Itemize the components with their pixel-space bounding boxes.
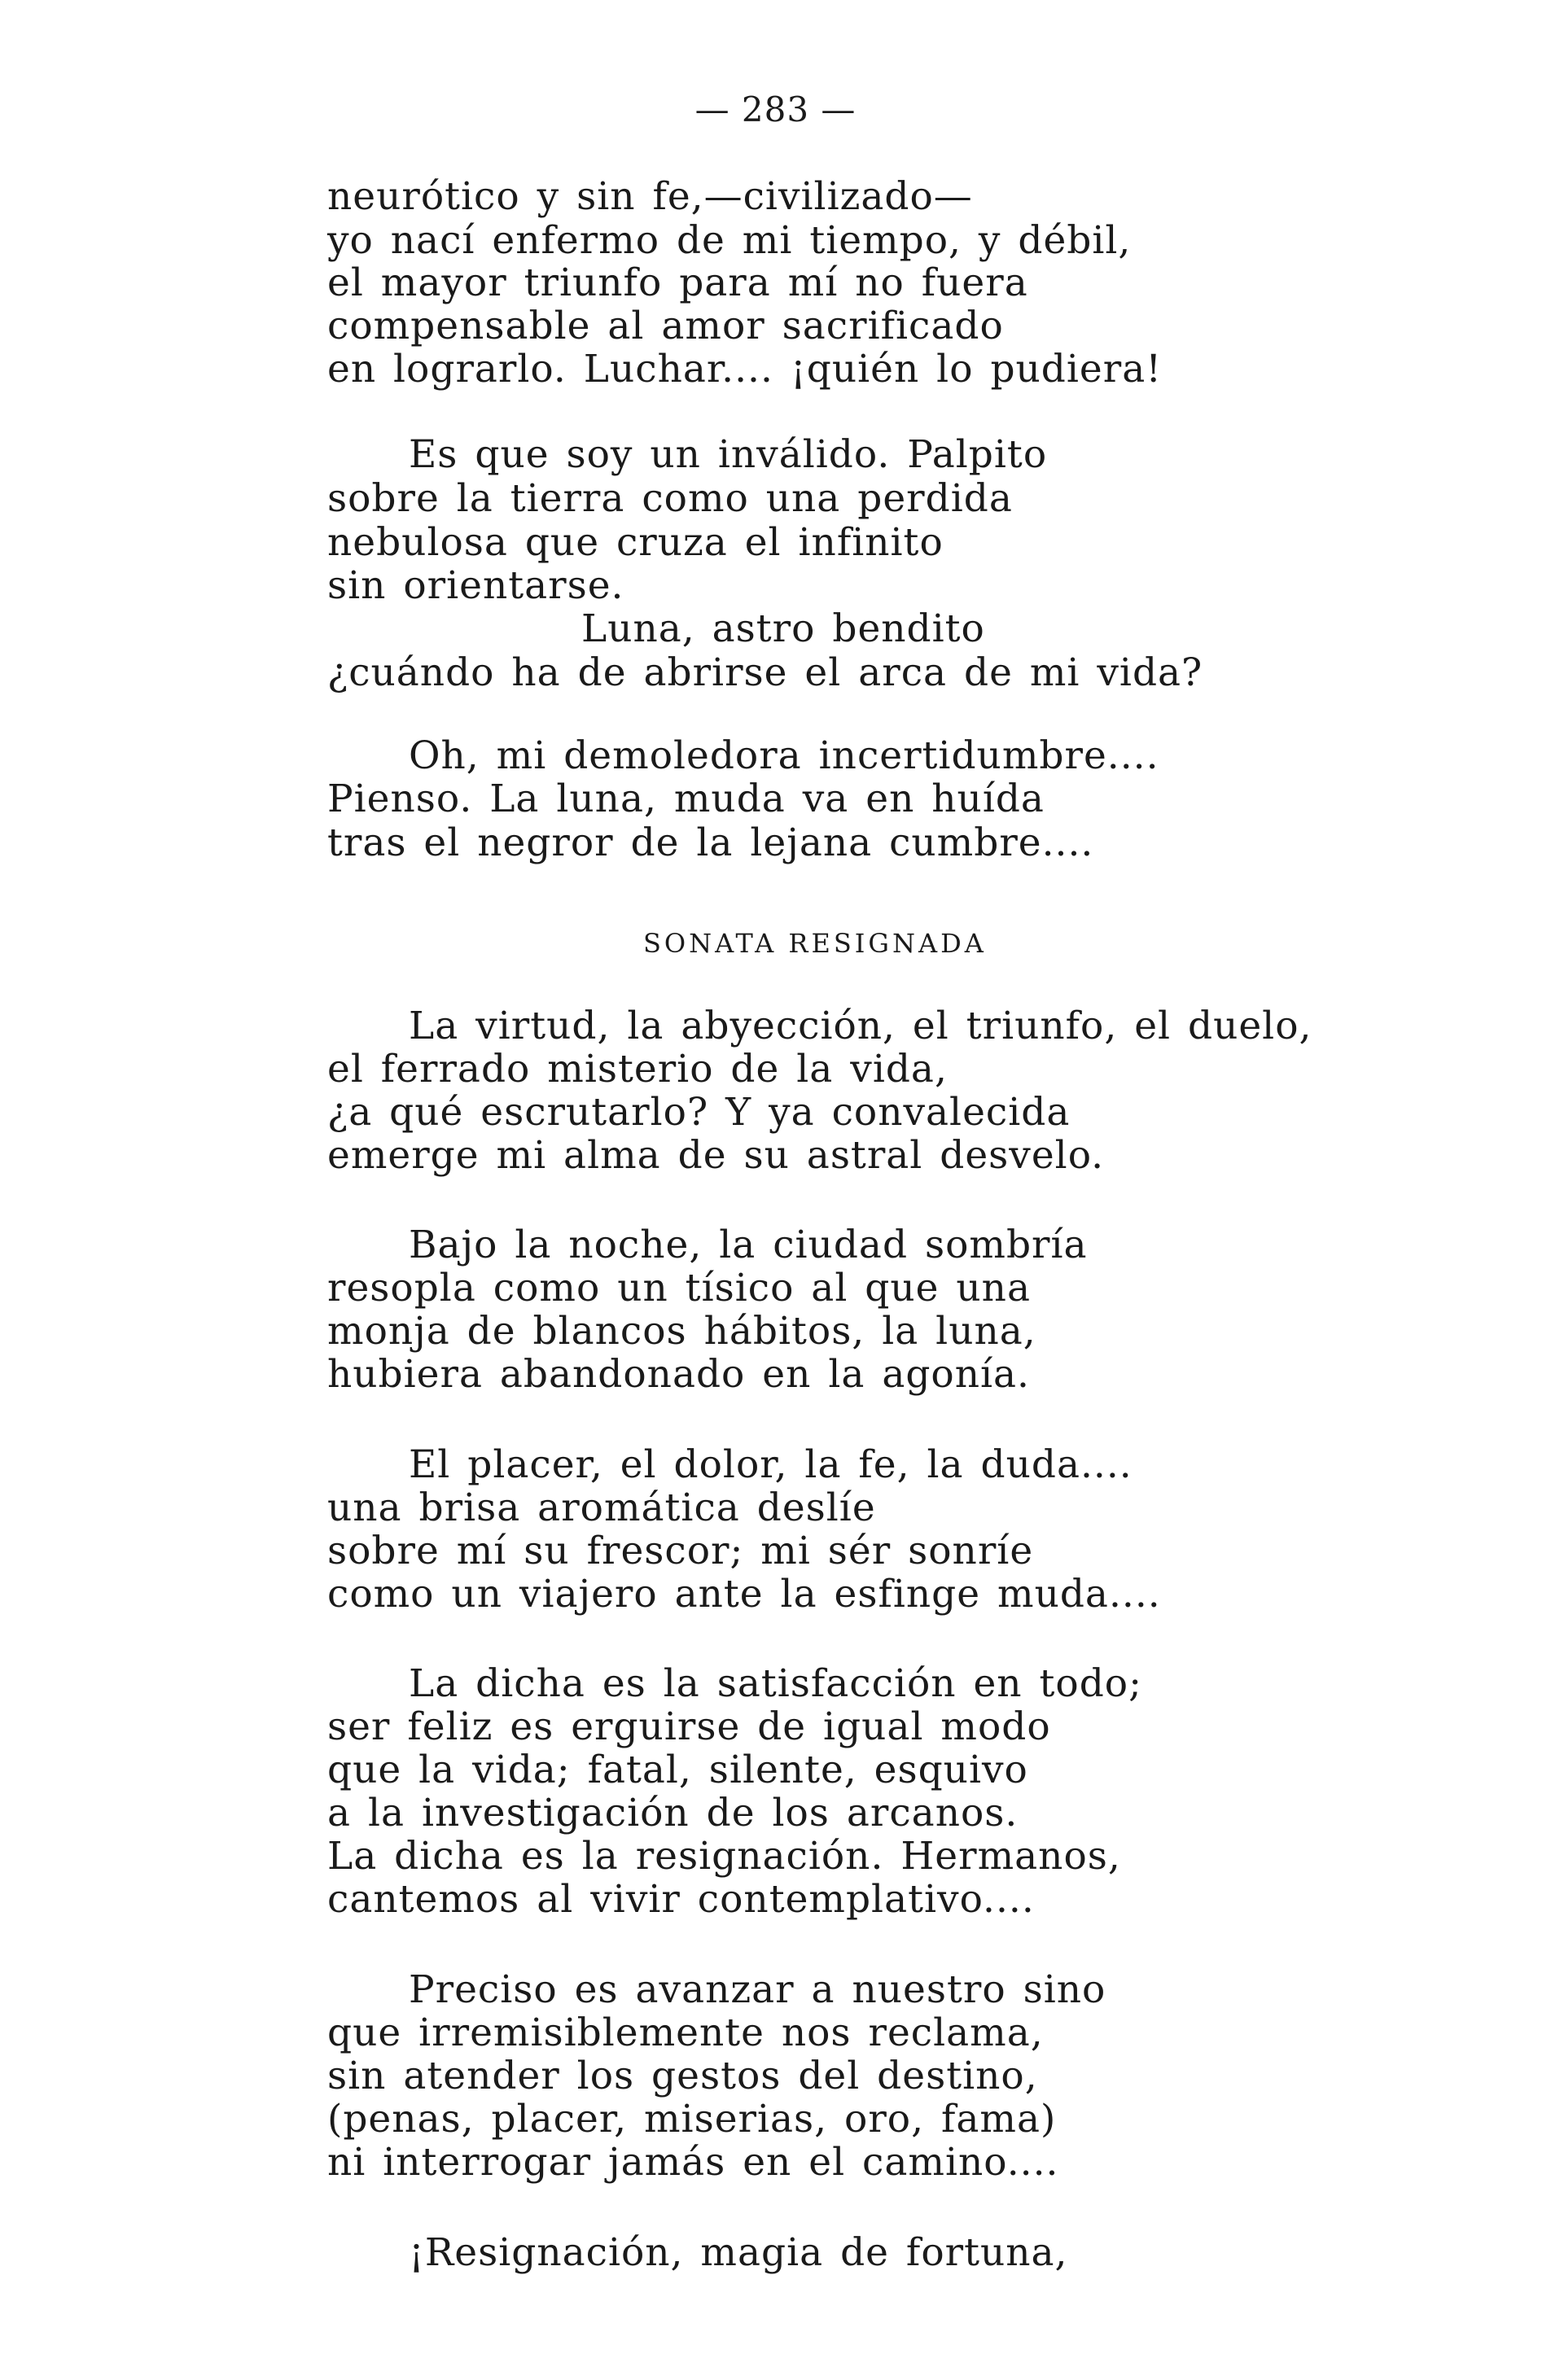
verse-line: Bajo la noche, la ciudad sombría [409, 1223, 1088, 1267]
verse-line: compensable al amor sacrificado [327, 304, 1004, 348]
verse-line: resopla como un tísico al que una [327, 1266, 1031, 1310]
verse-line: una brisa aromática deslíe [327, 1485, 876, 1530]
verse-line: Luna, astro bendito [581, 606, 985, 651]
verse-line: ni interrogar jamás en el camino.... [327, 2140, 1059, 2185]
verse-line: yo nací enfermo de mi tiempo, y débil, [327, 218, 1132, 263]
verse-line: que la vida; fatal, silente, esquivo [327, 1748, 1028, 1792]
section-title: SONATA RESIGNADA [643, 928, 987, 959]
verse-line: La virtud, la abyección, el triunfo, el duelo, [409, 1004, 1312, 1048]
verse-line: que irremisiblemente nos reclama, [327, 2010, 1044, 2055]
verse-line: a la investigación de los arcanos. [327, 1791, 1019, 1835]
verse-line: nebulosa que cruza el infinito [327, 520, 944, 565]
verse-line: ¡Resignación, magia de fortuna, [409, 2230, 1068, 2275]
verse-line: cantemos al vivir contemplativo.... [327, 1877, 1035, 1922]
verse-line: Pienso. La luna, muda va en huída [327, 777, 1045, 821]
verse-line: como un viajero ante la esfinge muda.... [327, 1572, 1161, 1617]
verse-line: (penas, placer, miserias, oro, fama) [327, 2097, 1057, 2142]
verse-line: en lograrlo. Luchar.... ¡quién lo pudiera! [327, 347, 1163, 392]
verse-line: Es que soy un inválido. Palpito [409, 432, 1048, 477]
verse-line: el mayor triunfo para mí no fuera [327, 260, 1028, 305]
verse-line: tras el negror de la lejana cumbre.... [327, 820, 1094, 865]
verse-line: monja de blancos hábitos, la luna, [327, 1309, 1036, 1354]
verse-line: sin orientarse. [327, 563, 624, 608]
verse-line: sin atender los gestos del destino, [327, 2054, 1038, 2098]
verse-line: neurótico y sin fe,—civilizado— [327, 174, 973, 219]
verse-line: el ferrado misterio de la vida, [327, 1047, 948, 1092]
verse-line: ¿cuándo ha de abrirse el arca de mi vida? [327, 650, 1203, 695]
verse-line: sobre la tierra como una perdida [327, 476, 1013, 521]
verse-line: Preciso es avanzar a nuestro sino [409, 1967, 1106, 2012]
verse-line: El placer, el dolor, la fe, la duda.... [409, 1442, 1133, 1487]
verse-line: Oh, mi demoledora incertidumbre.... [409, 733, 1159, 778]
page-number: — 283 — [694, 90, 857, 129]
verse-line: emerge mi alma de su astral desvelo. [327, 1133, 1105, 1178]
verse-line: hubiera abandonado en la agonía. [327, 1352, 1030, 1397]
verse-line: ¿a qué escrutarlo? Y ya convalecida [327, 1090, 1071, 1135]
verse-line: ser feliz es erguirse de igual modo [327, 1704, 1051, 1749]
verse-line: La dicha es la satisfacción en todo; [409, 1661, 1142, 1706]
verse-line: sobre mí su frescor; mi sér sonríe [327, 1529, 1034, 1573]
verse-line: La dicha es la resignación. Hermanos, [327, 1834, 1121, 1879]
